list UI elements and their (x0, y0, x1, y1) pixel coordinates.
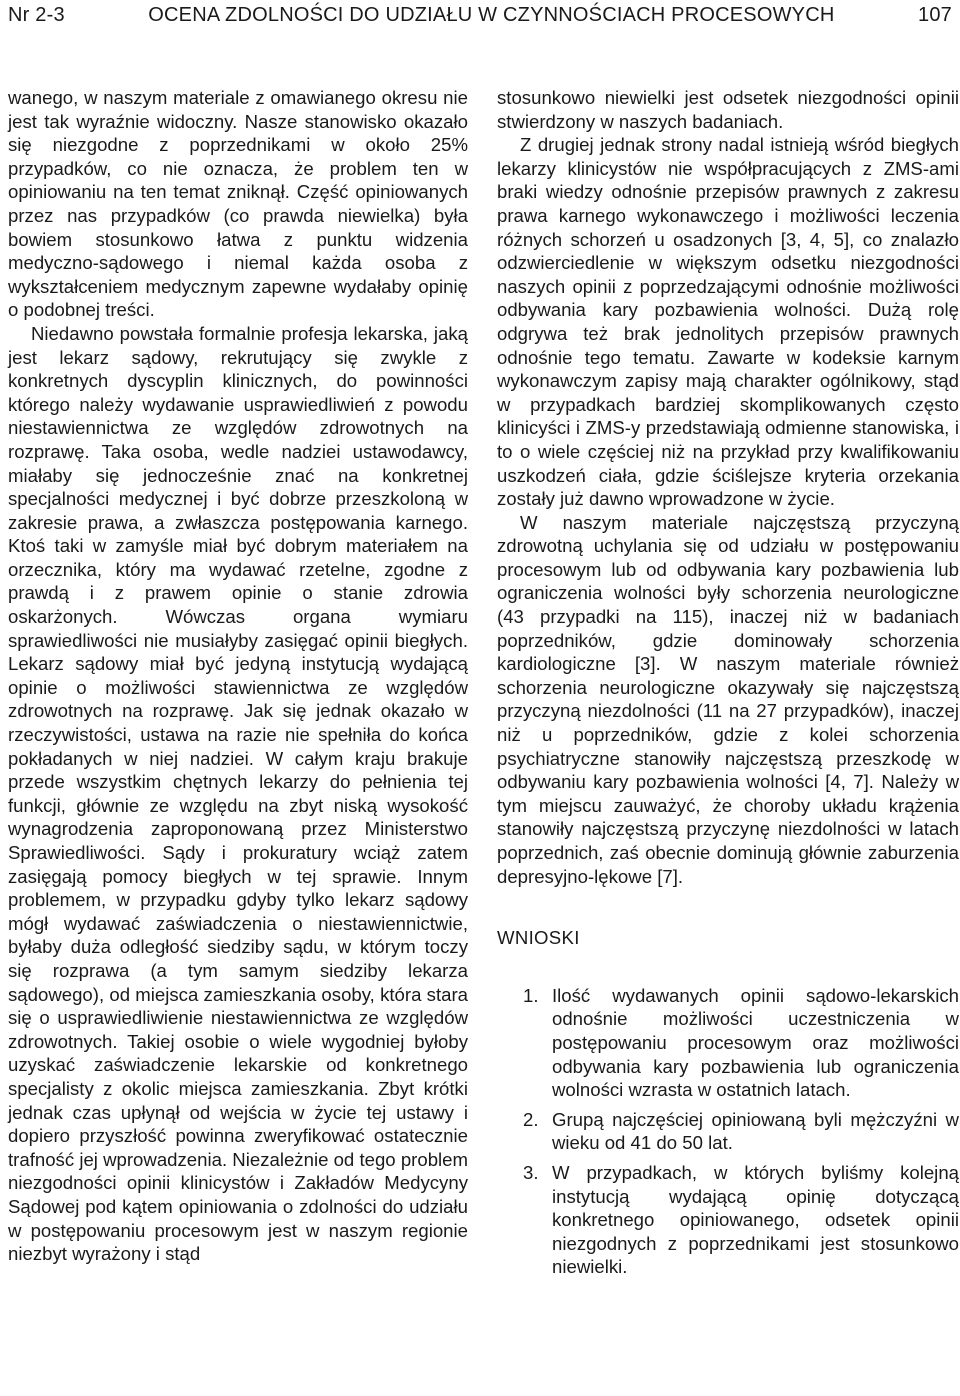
list-item-text: W przypadkach, w których byliśmy kolejną instytucją wydającą opinię dotyczącą konkretnego opiniowanego, odsetek opinii niezgodnych z poprzednikami jest stosunkowo niewielki. (552, 1161, 959, 1278)
list-item-text: Ilość wydawanych opinii sądowo-lekarskich odnośnie możliwości uczestniczenia w postępowaniu procesowym oraz możliwości odbywania kary pozbawienia lub ograniczenia wolności wzrasta w ostatnich latach. (552, 984, 959, 1101)
list-item (523, 1161, 959, 1279)
left-column (8, 86, 468, 1266)
paragraph: W naszym materiale najczęstszą przyczyną zdrowotną uchylania się od udziału w postępowaniu procesowym lub od odbywania kary pozbawienia lub ograniczenia wolności były schorzenia neurologiczne (43 przypadki na 115), inaczej niż w badaniach poprzedników, gdzie dominowały schorzenia kardiologiczne [3]. W naszym materiale również schorzenia neurologiczne okazywały się najczęstszą przyczyną niezdolności (11 na 27 przypadków), inaczej niż u poprzedników, gdzie z kolei schorzenia psychiatryczne stanowiły najczęstszą przeszkodę w odbywaniu kary pozbawienia wolności [4, 7]. Należy w tym miejscu zauważyć, że choroby układu krążenia stanowiły najczęstszą przyczynę niezdolności w latach poprzednich, zaś obecnie dominują głównie zaburzenia depresyjno-lękowe [7]. (497, 511, 959, 887)
list-item-number: 2. (523, 1108, 539, 1130)
paragraph-continuation: wanego, w naszym materiale z omawianego okresu nie jest tak wyraźnie widoczny. Nasze stanowisko okazało się niezgodne z poprzednikami w około 25% przypadków, co nie oznacza, że problem ten w opiniowaniu na ten temat zniknął. Część opiniowanych przez nas przypadków (co prawda niewielka) była bowiem stosunkowo łatwa z punktu widzenia medyczno-sądowego i niemal każda osoba z wykształceniem medycznym zapewne wydałaby opinię o podobnej treści. (8, 87, 468, 321)
paragraph: Niedawno powstała formalnie profesja lekarska, jaką jest lekarz sądowy, rekrutujący się zwykle z konkretnych dyscyplin klinicznych, do powinności którego należy wydawanie usprawiedliwień z powodu niestawiennictwa ze względów zdrowotnych na rozprawę. Taka osoba, wedle nadziei ustawodawcy, miałaby się jednocześnie znać na konkretnej specjalności medycznej i być dobrze przeszkoloną w zakresie prawa, a zwłaszcza postępowania karnego. Ktoś taki w zamyśle miał być dobrym materiałem na orzecznika, który ma wydawać rzetelne, zgodne z prawdą i z prawem opinie o stanie zdrowia oskarżonych. Wówczas organa wymiaru sprawiedliwości nie musiałyby zasięgać opinii biegłych. Lekarz sądowy miał być jedyną instytucją wydającą opinie o możliwości stawiennictwa ze względów zdrowotnych na rozprawę. Jak się jednak okazało w rzeczywistości, ustawa na razie nie spełniła do końca pokładanych w niej nadziei. W całym kraju brakuje przede wszystkim chętnych lekarzy do pełnienia tej funkcji, głównie ze względu na zbyt niską wysokość wynagrodzenia zaproponowaną przez Ministerstwo Sprawiedliwości. Sądy i prokuratury wciąż zatem zasięgają pomocy biegłych w tej sprawie. Innym problemem, w przypadku gdyby tylko lekarz sądowy mógł wydawać zaświadczenia o niestawiennictwie, byłaby duża odległość siedziby sądu, w którym toczy się rozprawa (a tym samym siedziby lekarza sądowego), od miejsca zamieszkania osoby, która stara się o usprawiedliwienie niestawiennictwa ze względów zdrowotnych. Takiej osobie o wiele wygodniej byłoby uzyskać zaświadczenie lekarskie od konkretnego specjalisty z okolic miejsca zamieszkania. Zbyt krótki jednak czas upłynął od wejścia w życie tej ustawy i dopiero przyszłość powinna zweryfikować ostatecznie trafność jej wprowadzenia. Niezależnie od tego problem niezgodności opinii klinicystów i Zakładów Medycyny Sądowej pod kątem opiniowania o zdolności do udziału w postępowaniu procesowym jest w naszym regionie niezbyt wyrażony i stąd (8, 322, 468, 1265)
running-title: OCENA ZDOLNOŚCI DO UDZIAŁU W CZYNNOŚCIACH PROCESOWYCH (148, 4, 835, 26)
paragraph-continuation: stosunkowo niewielki jest odsetek niezgodności opinii stwierdzony w naszych badaniach. (497, 87, 959, 132)
section-heading-conclusions: WNIOSKI (497, 927, 580, 949)
right-column (497, 86, 959, 1285)
page-number: 107 (918, 4, 952, 26)
paragraph: Z drugiej jednak strony nadal istnieją wśród biegłych lekarzy klinicystów nie współpracujących z ZMS-ami braki wiedzy odnośnie przepisów prawnych z zakresu prawa karnego wykonawczego i możliwości leczenia różnych schorzeń u osadzonych [3, 4, 5], co znalazło odzwierciedlenie w większym odsetku niezgodności naszych opinii z poprzedzającymi odnośnie możliwości odbywania kary pozbawienia wolności. Dużą rolę odgrywa też brak jednolitych przepisów prawnych odnośnie tego tematu. Zawarte w kodeksie karnym wykonawczym zapisy mają charakter ogólnikowy, stąd w przypadkach bardziej skomplikowanych często klinicyści i ZMS-y przedstawiają odmienne stanowiska, i to o wiele częściej niż na przykład przy kwalifikowaniu uszkodzeń ciała, gdzie ściślejsze kryteria orzekania zostały już dawno wprowadzone w życie. (497, 134, 959, 510)
conclusions-list (497, 984, 959, 1279)
list-item-number: 3. (523, 1161, 539, 1183)
list-item-text: Grupą najczęściej opiniowaną byli mężczyźni w wieku od 41 do 50 lat. (552, 1108, 959, 1154)
issue-number: Nr 2-3 (8, 4, 65, 26)
list-item (523, 984, 959, 1102)
list-item-number: 1. (523, 984, 539, 1006)
list-item (523, 1108, 959, 1155)
running-header (8, 0, 952, 36)
